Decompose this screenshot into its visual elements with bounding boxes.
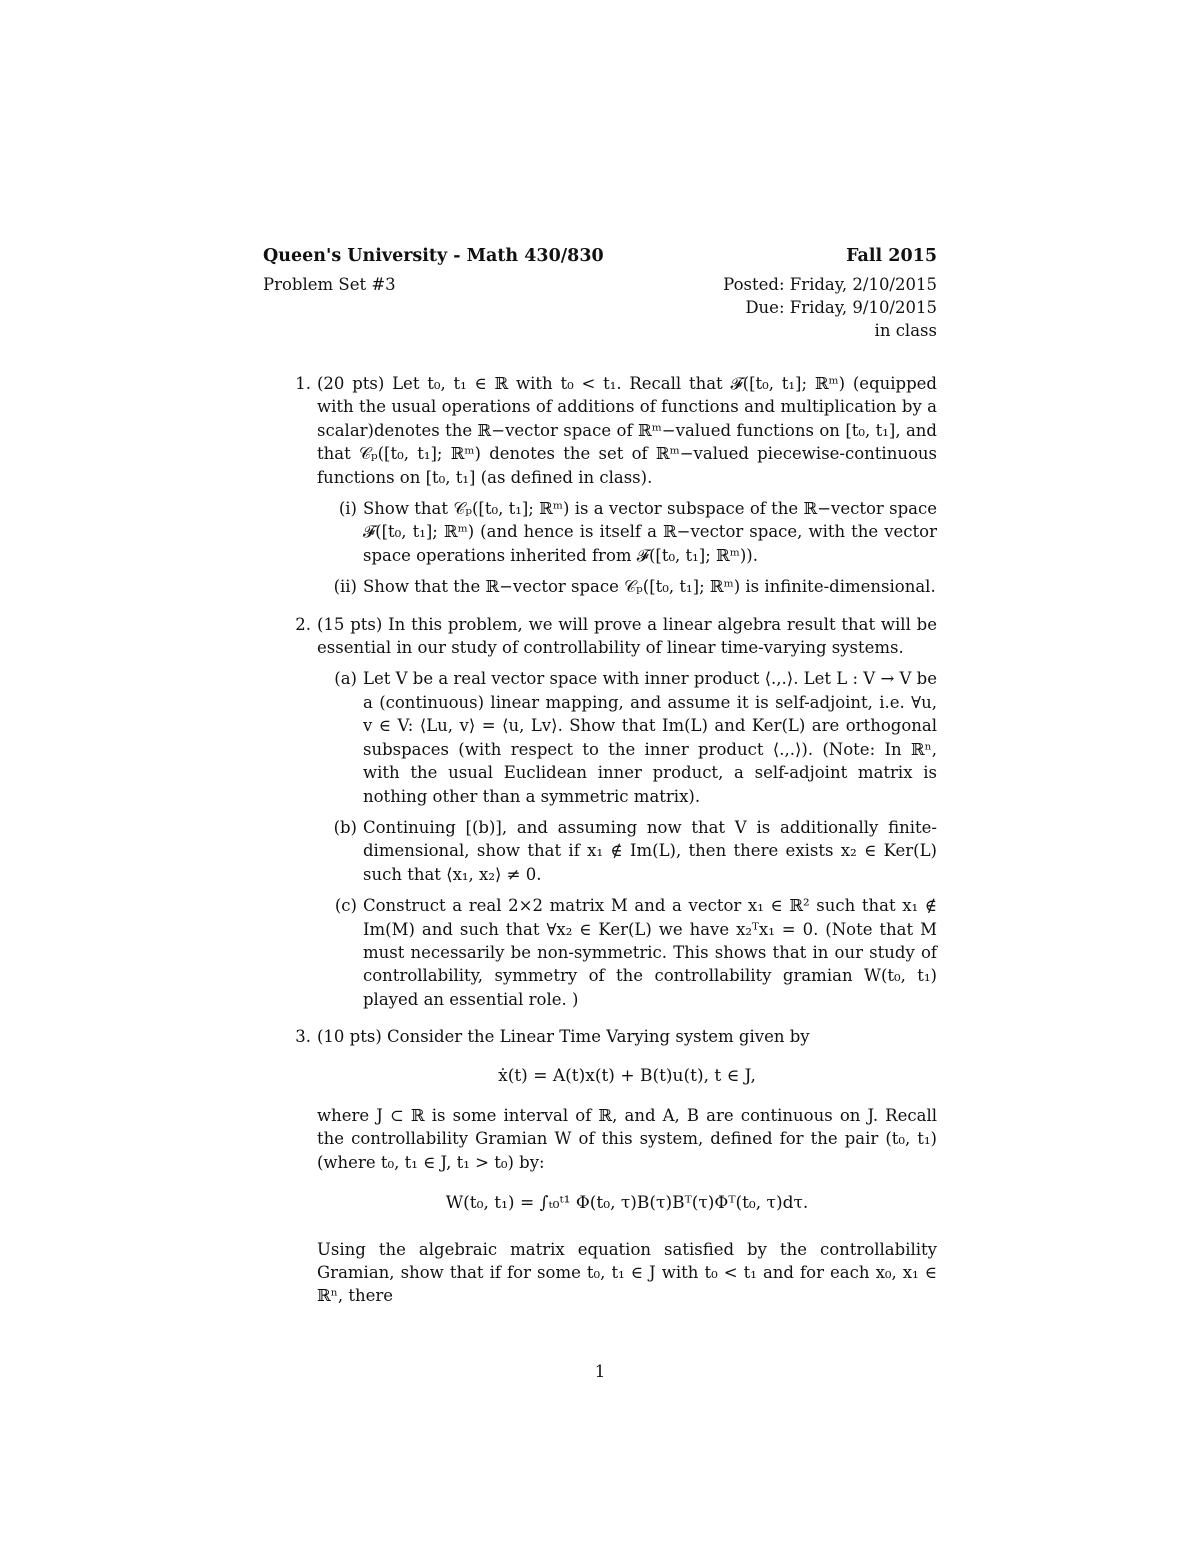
problem-text-continued: where J ⊂ ℝ is some interval of ℝ, and A, B are continuous on J. Recall the controllability Gramian W of this system, defined for the pair (t₀, t₁) (where t₀, t₁ ∈ J, t₁ > t₀) by: (317, 1105, 937, 1172)
subproblem-label: (b) (333, 817, 357, 837)
due-date: Due: Friday, 9/10/2015 (745, 298, 937, 317)
subproblem-label: (a) (334, 669, 357, 689)
due-location: in class (874, 321, 937, 340)
subproblem-text: Let V be a real vector space with inner product ⟨.,.⟩. Let L : V → V be a (continuous) linear mapping, and assume it is self-adjoint, i.e. ∀u, v ∈ V: ⟨Lu, v⟩ = ⟨u, Lv⟩. Show that Im(L) and Ker(L) are orthogonal subspaces (with respect to the inner product ⟨.,.⟩). (Note: In ℝⁿ, with the usual Euclidean inner product, a self-adjoint matrix is nothing other than a symmetric matrix). (363, 669, 938, 806)
subproblem-text: Show that the ℝ−vector space 𝒞ₚ([t₀, t₁]; ℝᵐ) is infinite-dimensional. (363, 577, 936, 597)
dates-block (723, 273, 937, 342)
subproblem-text: Continuing [(b)], and assuming now that V is additionally finite-dimensional, show that if x₁ ∉ Im(L), then there exists x₂ ∈ Ker(L) such that ⟨x₁, x₂⟩ ≠ 0. (363, 817, 937, 884)
subproblem (317, 497, 937, 567)
problem-text-final: Using the algebraic matrix equation satisfied by the controllability Gramian, show that if for some t₀, t₁ ∈ J with t₀ < t₁ and for each x₀, x₁ ∈ ℝⁿ, there (317, 1239, 937, 1306)
problem-set-title: Problem Set #3 (263, 275, 396, 294)
header (263, 246, 937, 342)
term: Fall 2015 (846, 246, 937, 266)
page-number: 1 (594, 1362, 606, 1381)
problem-text: (10 pts) Consider the Linear Time Varying system given by (317, 1027, 810, 1047)
problem-text: (20 pts) Let t₀, t₁ ∈ ℝ with t₀ < t₁. Recall that 𝓕([t₀, t₁]; ℝᵐ) (equipped with the usual operations of additions of functions and multiplication by a scalar)denotes the ℝ−vector space of ℝᵐ−valued functions on [t₀, t₁], and that 𝒞ₚ([t₀, t₁]; ℝᵐ) denotes the set of ℝᵐ−valued piecewise-continuous functions on [t₀, t₁] (as defined in class). (317, 374, 937, 487)
course-title: Queen's University - Math 430/830 (263, 246, 604, 266)
problem-2 (263, 613, 937, 1012)
subproblem-label: (i) (338, 499, 357, 519)
subproblem-text: Show that 𝒞ₚ([t₀, t₁]; ℝᵐ) is a vector subspace of the ℝ−vector space 𝓕([t₀, t₁]; ℝᵐ) (and hence is itself a ℝ−vector space, with the vector space operations inherited from 𝓕([t₀, t₁]; ℝᵐ)). (363, 499, 937, 565)
subproblem-text: Construct a real 2×2 matrix M and a vector x₁ ∈ ℝ² such that x₁ ∉ Im(M) and such that ∀x₂ ∈ Ker(L) we have x₂ᵀx₁ = 0. (Note that M must necessarily be non-symmetric. This shows that in our study of controllability, symmetry of the controllability gramian W(t₀, t₁) played an essential role. ) (363, 896, 937, 1009)
gramian-equation: W(t₀, t₁) = ∫ₜ₀ᵗ¹ Φ(t₀, τ)B(τ)Bᵀ(τ)Φᵀ(t₀, τ)dτ. (445, 1193, 809, 1214)
problem-number: 3. (295, 1027, 311, 1047)
problems-body (263, 372, 937, 1322)
problem-3 (263, 1025, 937, 1308)
subproblem (317, 575, 937, 598)
state-equation: ẋ(t) = A(t)x(t) + B(t)u(t), t ∈ J, (498, 1065, 756, 1086)
problem-1 (263, 372, 937, 599)
posted-date: Posted: Friday, 2/10/2015 (723, 275, 937, 294)
subproblem (317, 894, 937, 1011)
subproblem-label: (c) (334, 896, 357, 916)
subproblem (317, 816, 937, 886)
problem-number: 2. (295, 614, 311, 634)
problem-text: (15 pts) In this problem, we will prove a linear algebra result that will be essential in our study of controllability of linear time-varying systems. (317, 614, 937, 658)
subproblem (317, 667, 937, 807)
problem-number: 1. (295, 374, 311, 393)
subproblem-label: (ii) (333, 577, 357, 597)
